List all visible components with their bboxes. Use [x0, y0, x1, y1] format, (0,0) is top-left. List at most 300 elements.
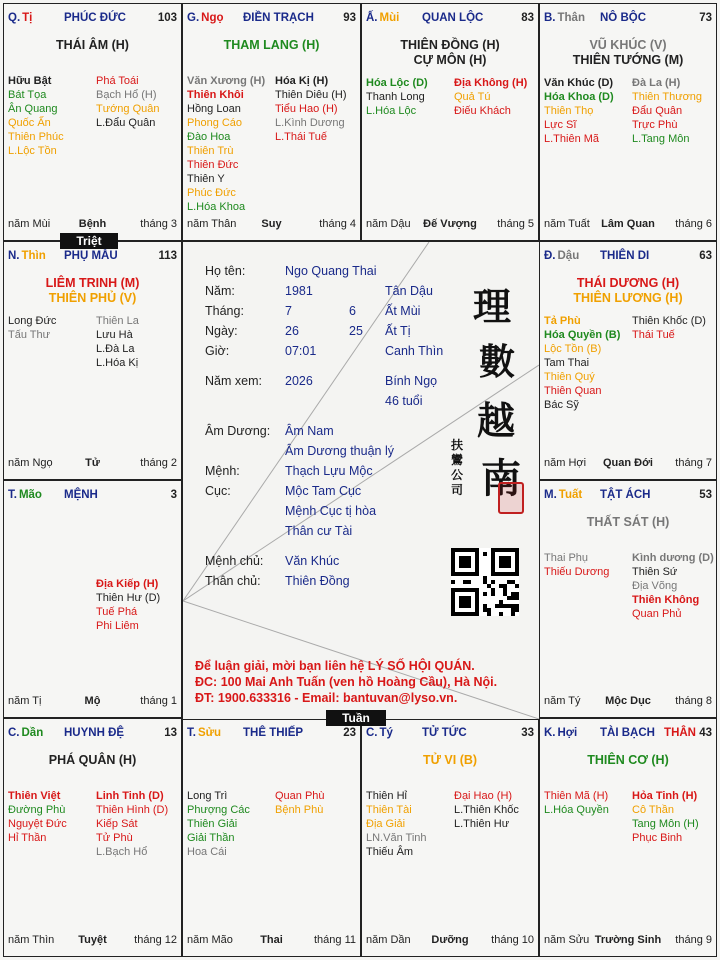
minor-star: Giải Thần: [187, 832, 235, 844]
main-star: THAM LANG (H): [223, 38, 320, 52]
minor-star: Cô Thần: [632, 804, 674, 816]
palace-age: 113: [158, 250, 177, 262]
star-column-left: [8, 314, 56, 342]
minor-star: Địa Giải: [366, 818, 406, 830]
contact-line-3: ĐT: 1900.633316 - Email: bantuvan@lyso.vn.: [195, 691, 458, 705]
star-column-left: [366, 789, 427, 859]
minor-star: Đường Phù: [8, 804, 66, 816]
minor-star: Tam Thai: [544, 357, 590, 369]
footer-stage: Mộ: [84, 695, 101, 707]
footer-month: tháng 1: [140, 695, 177, 707]
palace-age: 53: [699, 489, 712, 501]
minor-star: Thái Tuế: [632, 329, 675, 341]
palace-stem: Q.: [8, 12, 21, 24]
footer-stage: Quan Đới: [603, 457, 653, 469]
minor-star: Ân Quang: [8, 103, 58, 115]
footer-year: năm Hợi: [544, 457, 587, 469]
palace-header: [544, 12, 712, 28]
value-menh: Thạch Lựu Mộc: [285, 464, 373, 478]
minor-star: Quan Phủ: [632, 608, 682, 620]
palace-name: NÔ BỘC: [600, 12, 646, 24]
star-column-right: [632, 76, 702, 146]
minor-star: Địa Võng: [632, 580, 678, 592]
main-star: LIÊM TRINH (M): [45, 276, 140, 290]
calligraphy-char-4: 南: [481, 455, 521, 502]
palace-suu: [182, 718, 361, 957]
minor-star: Phá Toái: [96, 75, 139, 87]
minor-star: Bạch Hổ (H): [96, 89, 157, 101]
footer-year: năm Dần: [366, 934, 411, 946]
minor-star: Hữu Bật: [8, 75, 52, 87]
minor-star: Hỏa Tinh (H): [632, 790, 698, 802]
minor-star: Quan Phù: [275, 790, 325, 802]
palace-age: 93: [343, 12, 356, 24]
palace-footer: [366, 934, 534, 948]
footer-month: tháng 5: [497, 218, 534, 230]
palace-age: 13: [164, 727, 177, 739]
palace-header: [8, 489, 177, 505]
palace-footer: [8, 934, 177, 948]
palace-name: MỆNH: [64, 489, 98, 501]
palace-stem: N.: [8, 250, 20, 262]
footer-year: năm Mão: [187, 934, 233, 946]
minor-star: Thiên Đức: [187, 159, 239, 171]
palace-name: PHÚC ĐỨC: [64, 12, 126, 24]
palace-ngo: [182, 3, 361, 241]
palace-footer: [8, 218, 177, 232]
footer-stage: Tuyệt: [78, 934, 107, 946]
minor-star: Phúc Đức: [187, 187, 236, 199]
footer-year: năm Thân: [187, 218, 237, 230]
minor-star: Tướng Quân: [96, 103, 160, 115]
main-stars: [540, 38, 716, 68]
palace-name: TẬT ÁCH: [600, 489, 651, 501]
label-menh: Mệnh:: [205, 464, 240, 478]
minor-star: Thiên Không: [632, 594, 700, 606]
footer-month: tháng 9: [675, 934, 712, 946]
palace-branch: Dần: [21, 727, 44, 739]
palace-footer: [366, 218, 534, 232]
palace-branch: Tị: [22, 12, 33, 24]
footer-month: tháng 10: [491, 934, 534, 946]
value-nam: 1981: [285, 284, 313, 298]
palace-header: [544, 727, 712, 743]
main-stars: [362, 38, 538, 68]
palace-age: 33: [521, 727, 534, 739]
minor-star: Tuế Phá: [96, 606, 138, 618]
minor-star: Tấu Thư: [8, 329, 51, 341]
star-column-left: [544, 789, 609, 817]
footer-year: năm Sửu: [544, 934, 590, 946]
minor-star: Thiên Tài: [366, 804, 412, 816]
minor-star: Long Trì: [187, 790, 228, 802]
label-ho-ten: Họ tên:: [205, 264, 246, 278]
palace-mui: [361, 3, 539, 241]
star-column-right: [632, 314, 706, 342]
minor-star: Thiên Quý: [544, 371, 595, 383]
minor-star: Thiên Mã (H): [544, 790, 609, 802]
minor-star: Thiên Thương: [632, 91, 703, 103]
minor-star: Thiên Hình (D): [96, 804, 169, 816]
palace-dau: [539, 241, 717, 480]
footer-stage: Bệnh: [78, 218, 107, 230]
palace-age: 83: [521, 12, 534, 24]
value-tuoi: 46 tuổi: [385, 394, 423, 408]
label-nam: Năm:: [205, 284, 235, 298]
minor-star: Đào Hoa: [187, 131, 231, 143]
minor-star: Tang Môn (H): [632, 818, 699, 830]
minor-star: Đẩu Quân: [632, 105, 683, 117]
main-star: THẤT SÁT (H): [586, 515, 670, 529]
minor-star: Tiểu Hao (H): [275, 103, 338, 115]
value-am-duong: Âm Nam: [285, 424, 334, 438]
label-menh-chu: Mệnh chủ:: [205, 554, 264, 568]
star-column-left: [187, 789, 250, 859]
palace-header: [366, 727, 534, 743]
minor-star: Bát Tọa: [8, 89, 47, 101]
main-star: THIÊN TƯỚNG (M): [572, 53, 684, 67]
minor-star: L.Hóa Khoa: [187, 201, 246, 213]
minor-star: Lực Sĩ: [544, 119, 577, 131]
qr-code-image: [451, 548, 519, 616]
minor-star: L.Đà La: [96, 343, 135, 355]
palace-branch: Thân: [557, 12, 585, 24]
contact-line-1: Để luận giải, mời bạn liên hệ LÝ SỐ HỘI QUÁN.: [195, 659, 475, 673]
star-column-left: [544, 76, 614, 146]
palace-age: 23: [343, 727, 356, 739]
minor-star: Văn Xương (H): [187, 75, 266, 87]
palace-name: TÀI BẠCH: [600, 727, 655, 739]
main-stars: [362, 753, 538, 768]
minor-star: Đại Hao (H): [454, 790, 513, 802]
palace-branch: Thìn: [21, 250, 46, 262]
center-info-panel: [182, 241, 540, 720]
palace-footer: [187, 218, 356, 232]
main-star: THIÊN ĐỒNG (H): [400, 38, 500, 52]
label-am-duong: Âm Dương:: [205, 424, 271, 438]
minor-star: Hóa Khoa (D): [544, 91, 614, 103]
palace-branch: Tý: [379, 727, 393, 739]
minor-star: Nguyệt Đức: [8, 818, 67, 830]
minor-star: Linh Tinh (D): [96, 790, 164, 802]
star-column-left: [8, 74, 64, 158]
star-column-left: [544, 551, 609, 579]
minor-star: Bác Sỹ: [544, 399, 579, 411]
minor-star: Hóa Kị (H): [275, 75, 329, 87]
palace-header: [187, 727, 356, 743]
minor-star: Long Đức: [8, 315, 57, 327]
palace-stem: M.: [544, 489, 557, 501]
minor-star: Hỉ Thần: [8, 832, 47, 844]
minor-star: L.Thái Tuế: [275, 131, 327, 143]
contact-line-2: ĐC: 100 Mai Anh Tuấn (ven hồ Hoàng Cầu), Hà Nội.: [195, 675, 498, 689]
minor-star: L.Đẩu Quân: [96, 117, 156, 129]
value-nam-xem: 2026: [285, 374, 313, 388]
label-than-chu: Thân chủ:: [205, 574, 261, 588]
footer-month: tháng 6: [675, 218, 712, 230]
palace-than-marker: THÂN: [664, 727, 696, 739]
minor-star: Thiên Hư (D): [96, 592, 161, 604]
main-star: VŨ KHÚC (V): [589, 38, 667, 52]
palace-footer: [8, 695, 177, 709]
star-column-right: [96, 314, 139, 370]
value-thang-dl: 7: [285, 304, 292, 318]
minor-star: Kình dương (D): [632, 552, 714, 564]
palace-header: [366, 12, 534, 28]
minor-star: L.Hóa Lộc: [366, 105, 417, 117]
footer-stage: Suy: [261, 218, 282, 230]
minor-star: Thiên Thọ: [544, 105, 594, 117]
palace-stem: B.: [544, 12, 556, 24]
palace-name: QUAN LỘC: [422, 12, 484, 24]
value-cuc: Mộc Tam Cục: [285, 484, 362, 498]
minor-star: Kiếp Sát: [96, 818, 138, 830]
value-thang-can: Ất Mùi: [385, 304, 421, 318]
footer-stage: Trường Sinh: [594, 934, 662, 946]
palace-footer: [544, 218, 712, 232]
palace-branch: Mùi: [379, 12, 400, 24]
minor-star: Thiếu Âm: [366, 846, 414, 858]
minor-star: Tử Phù: [96, 832, 133, 844]
star-column-left: [187, 74, 265, 214]
star-column-right: [454, 76, 527, 118]
footer-month: tháng 11: [313, 934, 356, 946]
palace-name: THÊ THIẾP: [243, 727, 304, 739]
star-column-right: [632, 789, 699, 845]
minor-star: Thiên Sứ: [632, 566, 678, 578]
minor-star: Thiếu Dương: [544, 566, 610, 578]
star-column-right: [275, 74, 347, 144]
footer-stage: Tử: [85, 457, 100, 469]
main-stars: [540, 753, 716, 768]
value-menh-chu: Văn Khúc: [285, 554, 340, 568]
main-star: THIÊN CƠ (H): [587, 753, 669, 767]
palace-footer: [544, 457, 712, 471]
minor-star: L.Bạch Hổ: [96, 846, 148, 858]
palace-header: [8, 250, 177, 266]
star-column-right: [96, 74, 160, 130]
main-stars: [4, 276, 181, 306]
minor-star: Quốc Ấn: [8, 117, 51, 129]
palace-stem: Ấ.: [366, 12, 378, 24]
minor-star: Quả Tú: [454, 91, 491, 103]
minor-star: L.Thiên Khốc: [454, 804, 519, 816]
footer-stage: Dưỡng: [431, 934, 469, 946]
palace-hoi: [539, 718, 717, 957]
main-stars: [183, 38, 360, 53]
footer-year: năm Thìn: [8, 934, 55, 946]
palace-stem: C.: [366, 727, 378, 739]
minor-star: Văn Khúc (D): [544, 77, 614, 89]
main-stars: [4, 38, 181, 53]
minor-star: Thiên Quan: [544, 385, 602, 397]
palace-stem: T.: [187, 727, 196, 739]
footer-stage: Thai: [260, 934, 283, 946]
contact-block: [195, 658, 497, 706]
palace-header: [8, 727, 177, 743]
minor-star: Phục Binh: [632, 832, 683, 844]
footer-year: năm Tuất: [544, 218, 590, 230]
minor-star: Tả Phù: [544, 315, 581, 327]
minor-star: Hóa Quyền (B): [544, 329, 621, 341]
minor-star: Thiên Khốc (D): [632, 315, 706, 327]
star-column-right: [632, 551, 714, 621]
palace-ti: [3, 3, 182, 241]
main-star: THÁI DƯƠNG (H): [576, 276, 680, 290]
minor-star: Thiên La: [96, 315, 139, 327]
label-thang: Tháng:: [205, 304, 244, 318]
palace-age: 63: [699, 250, 712, 262]
label-ngay: Ngày:: [205, 324, 238, 338]
minor-star: L.Thiên Hư: [454, 818, 510, 830]
footer-month: tháng 4: [319, 218, 356, 230]
footer-stage: Đế Vượng: [423, 218, 477, 230]
palace-header: [8, 12, 177, 28]
footer-stage: Mộc Dục: [605, 695, 651, 707]
palace-name: THIÊN DI: [600, 250, 650, 262]
label-nam-xem: Năm xem:: [205, 374, 262, 388]
star-column-right: [454, 789, 519, 831]
star-column-left: [366, 76, 428, 118]
minor-star: Đà La (H): [632, 77, 681, 89]
palace-stem: C.: [8, 727, 20, 739]
palace-age: 43: [699, 727, 712, 739]
minor-star: Phong Cáo: [187, 117, 243, 129]
palace-name: ĐIỀN TRẠCH: [243, 12, 314, 24]
minor-star: Hồng Loan: [187, 103, 241, 115]
star-column-left: [8, 789, 67, 845]
minor-star: Địa Kiếp (H): [96, 578, 159, 590]
minor-star: Địa Không (H): [454, 77, 528, 89]
palace-footer: [544, 695, 712, 709]
main-star: THIÊN LƯƠNG (H): [573, 291, 683, 305]
value-ho-ten: Ngo Quang Thai: [285, 264, 377, 278]
palace-stem: T.: [8, 489, 17, 501]
palace-name: PHỤ MẪU: [64, 250, 118, 262]
value-am-duong-ly: Âm Dương thuận lý: [285, 444, 394, 458]
tuan-marker: Tuần: [326, 710, 386, 726]
minor-star: Bệnh Phù: [275, 804, 324, 816]
palace-than: [539, 3, 717, 241]
palace-branch: Hợi: [557, 727, 578, 739]
triet-marker: Triệt: [60, 233, 118, 249]
minor-star: Phượng Các: [187, 804, 250, 816]
palace-stem: K.: [544, 727, 556, 739]
minor-star: Thiên Y: [187, 173, 225, 185]
minor-star: L.Kình Dương: [275, 117, 345, 129]
palace-footer: [187, 934, 356, 948]
palace-ty: [361, 718, 539, 957]
value-ngay-dl: 26: [285, 324, 299, 338]
palace-footer: [8, 457, 177, 471]
minor-star: L.Tang Môn: [632, 133, 690, 145]
palace-header: [187, 12, 356, 28]
calligraphy-small: 扶鸞公司: [451, 438, 464, 497]
footer-year: năm Tị: [8, 695, 42, 707]
minor-star: Phi Liêm: [96, 620, 139, 632]
palace-stem: G.: [187, 12, 200, 24]
footer-month: tháng 7: [675, 457, 712, 469]
palace-header: [544, 489, 712, 505]
main-star: CỰ MÔN (H): [413, 53, 487, 67]
value-thang-al: 6: [349, 304, 356, 318]
value-ngay-can: Ất Tị: [385, 324, 411, 338]
minor-star: Thanh Long: [366, 91, 425, 103]
minor-star: Thai Phụ: [544, 552, 589, 564]
main-star: THÁI ÂM (H): [56, 38, 129, 52]
minor-star: Lộc Tồn (B): [544, 343, 602, 355]
minor-star: Lưu Hà: [96, 329, 133, 341]
value-gio: 07:01: [285, 344, 317, 358]
value-nam-can: Tân Dậu: [385, 284, 433, 298]
minor-star: Hoa Cái: [187, 846, 227, 858]
minor-star: Thiên Việt: [8, 790, 61, 802]
palace-age: 3: [170, 489, 177, 501]
main-stars: [540, 276, 716, 306]
minor-star: Thiên Khôi: [187, 89, 244, 101]
palace-branch: Sửu: [197, 727, 221, 739]
palace-footer: [544, 934, 712, 948]
value-ngay-al: 25: [349, 324, 363, 338]
value-cuc-ti-hoa: Mệnh Cục tị hòa: [285, 504, 377, 518]
main-stars: [4, 753, 181, 768]
palace-age: 103: [157, 12, 177, 24]
palace-mao: [3, 480, 182, 718]
red-seal-stamp: [498, 482, 524, 514]
palace-stem: Đ.: [544, 250, 556, 262]
palace-header: [544, 250, 712, 266]
footer-month: tháng 12: [134, 934, 177, 946]
footer-stage: Lâm Quan: [601, 218, 655, 230]
palace-branch: Mão: [18, 489, 42, 501]
palace-tuat: [539, 480, 717, 718]
value-than-chu: Thiên Đồng: [285, 574, 350, 588]
star-column-left: [544, 314, 620, 412]
palace-branch: Dậu: [557, 250, 580, 262]
calligraphy-char-2: 數: [479, 341, 516, 383]
palace-thin: [3, 241, 182, 480]
star-column-right: [96, 577, 160, 633]
palace-age: 73: [699, 12, 712, 24]
minor-star: Thiên Phúc: [8, 131, 64, 143]
minor-star: Thiên Giải: [187, 818, 238, 830]
footer-month: tháng 8: [675, 695, 712, 707]
palace-dan: [3, 718, 182, 957]
calligraphy-char-3: 越: [477, 398, 516, 443]
palace-branch: Ngọ: [201, 12, 224, 24]
minor-star: Thiên Diêu (H): [275, 89, 347, 101]
palace-name: HUYNH ĐỆ: [64, 727, 125, 739]
calligraphy-char-1: 理: [473, 284, 512, 329]
footer-month: tháng 2: [140, 457, 177, 469]
palace-branch: Tuất: [558, 489, 583, 501]
value-than-cu: Thân cư Tài: [285, 524, 353, 538]
footer-year: năm Dậu: [366, 218, 411, 230]
value-nam-xem-can: Bính Ngọ: [385, 374, 438, 388]
minor-star: Hóa Lộc (D): [366, 77, 428, 89]
value-gio-can: Canh Thìn: [385, 344, 444, 358]
footer-year: năm Ngọ: [8, 457, 53, 469]
minor-star: Thiên Hỉ: [366, 790, 407, 802]
main-star: PHÁ QUÂN (H): [48, 753, 137, 767]
footer-month: tháng 3: [140, 218, 177, 230]
minor-star: L.Lộc Tồn: [8, 145, 57, 157]
star-column-right: [96, 789, 168, 859]
footer-year: năm Mùi: [8, 218, 51, 230]
main-stars: [540, 515, 716, 530]
minor-star: L.Thiên Mã: [544, 133, 600, 145]
label-gio: Giờ:: [205, 344, 230, 358]
